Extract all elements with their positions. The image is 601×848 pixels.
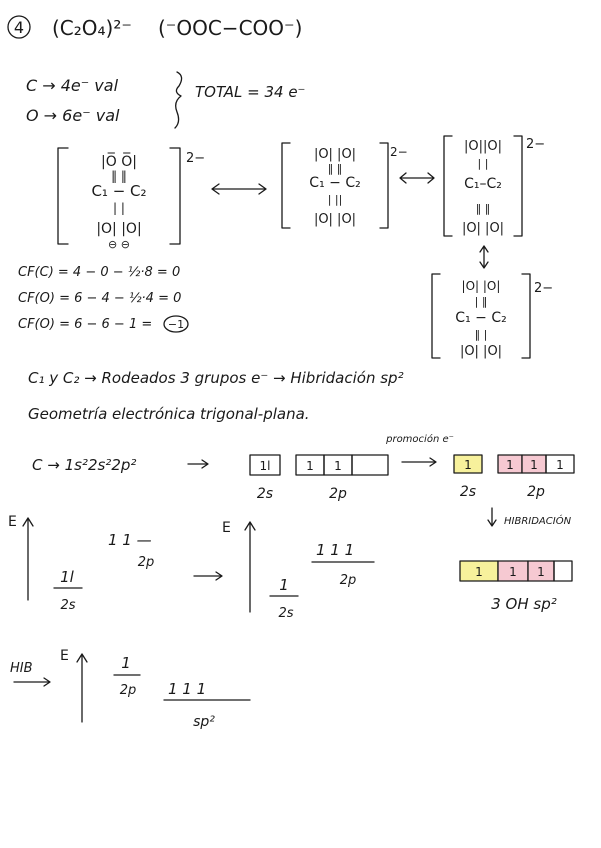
valence-oxygen: O → 6e⁻ val — [26, 106, 120, 125]
orbital-box-2p-value: 1 — [334, 459, 342, 473]
charge: 2− — [186, 151, 206, 166]
axis-label-E: E — [8, 514, 17, 530]
valence-carbon: C → 4e⁻ val — [26, 76, 119, 95]
level-2s: 1 — [279, 576, 289, 594]
orbital-box-2s-value: 1l — [259, 459, 271, 473]
promoted-label-2p: 2p — [527, 484, 545, 500]
hybrid-box-value: 1 — [475, 565, 483, 579]
formal-charge-line: CF(C) = 4 − 0 − ½·8 = 0 — [18, 265, 181, 280]
level-2s-label: 2s — [60, 598, 76, 613]
header — [8, 16, 302, 40]
bracket-right — [522, 274, 530, 358]
label-2p: 2p — [329, 486, 347, 502]
bracket-left — [282, 143, 290, 228]
energy-diagram-1 — [8, 514, 154, 613]
energy-axis — [23, 518, 33, 600]
arrow-right — [194, 572, 222, 580]
structure-line: ‖ ‖ — [327, 162, 343, 175]
hybrid-box-empty — [554, 561, 572, 581]
energy-diagram-3 — [10, 648, 250, 730]
hybridization-text — [28, 369, 404, 423]
hybrid-box-value: 1 — [537, 565, 545, 579]
energy-axis — [77, 654, 87, 722]
level-2s: 1l — [60, 568, 74, 586]
formal-charges — [18, 265, 188, 332]
resonance-structure-1 — [58, 148, 205, 251]
orbital-box-2p-value: 1 — [306, 459, 314, 473]
label-2s: 2s — [256, 486, 274, 502]
problem-number: 4 — [13, 18, 25, 37]
structure-line: C₁ − C₂ — [309, 175, 361, 191]
charge: 2− — [526, 137, 546, 152]
promoted-box-2p-value: 1 — [506, 458, 514, 472]
structure-line: | | — [477, 157, 489, 170]
configuration-label: C → 1s²2s²2p² — [32, 456, 137, 474]
energy-diagram-2 — [222, 520, 374, 621]
structure-line: ⊖ ⊖ — [108, 238, 130, 251]
structure-line: |O| |O| — [461, 221, 505, 236]
structure-line: ‖ | — [474, 328, 488, 341]
structure-line: |O| |O| — [461, 279, 501, 293]
hibridacion-arrow — [488, 508, 496, 526]
level-2p: 1 1 — — [108, 531, 152, 549]
structure-line: | | — [113, 201, 125, 215]
curly-brace — [175, 72, 182, 128]
level-2p: 1 1 1 — [316, 541, 355, 559]
hybridization-line-2: Geometría electrónica trigonal-plana. — [28, 405, 310, 423]
structure-line: C₁ − C₂ — [91, 182, 147, 200]
orbital-box-2p — [352, 455, 388, 475]
structure-line: |O||O| — [464, 139, 502, 154]
level-2s-label: 2s — [278, 606, 294, 621]
formula: (C₂O₄)²⁻ — [52, 16, 132, 40]
structure-line: ‖ ‖ — [475, 202, 491, 215]
structure-line: |O| |O| — [459, 344, 503, 359]
bracket-right — [514, 136, 522, 236]
level-sp2-label: sp² — [193, 714, 215, 730]
hib-arrow — [14, 678, 50, 686]
structure-line: ‖ ‖ — [111, 169, 127, 183]
formal-charge-line: CF(O) = 6 − 4 − ½·4 = 0 — [18, 291, 182, 306]
structure-line: |O| |O| — [313, 212, 357, 227]
resonance-arrow — [212, 184, 266, 194]
level-sp2: 1 1 1 — [168, 680, 207, 698]
promotion-arrow — [402, 458, 436, 466]
promotion-label: promoción e⁻ — [386, 434, 454, 445]
valence-section — [26, 72, 305, 128]
structure-line: |O| |O| — [96, 221, 142, 237]
bracket-right — [380, 143, 388, 228]
energy-axis — [245, 522, 255, 612]
structure-line: |O| |O| — [313, 147, 357, 162]
electron-configuration — [32, 433, 574, 613]
structure-line: C₁–C₂ — [464, 176, 502, 192]
level-2p: 1 — [121, 654, 131, 672]
bracket-left — [58, 148, 68, 244]
level-2p-label: 2p — [137, 555, 155, 570]
bracket-left — [432, 274, 440, 358]
resonance-structure-3 — [444, 136, 545, 236]
hib-label: HIB — [10, 661, 33, 676]
axis-label-E: E — [60, 648, 69, 664]
level-2p-label: 2p — [119, 683, 137, 698]
structure-line: C₁ − C₂ — [455, 310, 507, 326]
hybrid-caption: 3 OH sp² — [491, 595, 557, 613]
promoted-box-2s-value: 1 — [464, 458, 472, 472]
formal-charge-line: CF(O) = 6 − 6 − 1 = — [18, 317, 153, 332]
structure-line: |O̅ O̅| — [101, 154, 137, 170]
circled-charge: −1 — [167, 318, 185, 331]
structure-line: | ‖ — [474, 295, 488, 308]
resonance-arrow — [400, 173, 434, 183]
level-2p-label: 2p — [339, 573, 357, 588]
arrow-right — [188, 460, 208, 468]
hybridization-line-1: C₁ y C₂ → Rodeados 3 grupos e⁻ → Hibridación sp² — [28, 369, 404, 387]
promoted-label-2s: 2s — [459, 484, 477, 500]
promoted-box-2p-value: 1 — [556, 458, 564, 472]
hibridacion-label: HIBRIDACIÓN — [504, 516, 572, 527]
charge: 2− — [390, 145, 408, 159]
formula-alt: (⁻OOC−COO⁻) — [158, 16, 303, 40]
bracket-right — [170, 148, 180, 244]
structure-line: | || — [327, 193, 343, 206]
axis-label-E: E — [222, 520, 231, 536]
hybrid-box-value: 1 — [509, 565, 517, 579]
resonance-structure-2 — [282, 143, 408, 228]
resonance-arrow-vertical — [480, 246, 488, 268]
resonance-structure-4 — [432, 274, 553, 359]
charge: 2− — [534, 281, 554, 296]
valence-total: TOTAL = 34 e⁻ — [195, 83, 306, 101]
bracket-left — [444, 136, 452, 236]
promoted-box-2p-value: 1 — [530, 458, 538, 472]
